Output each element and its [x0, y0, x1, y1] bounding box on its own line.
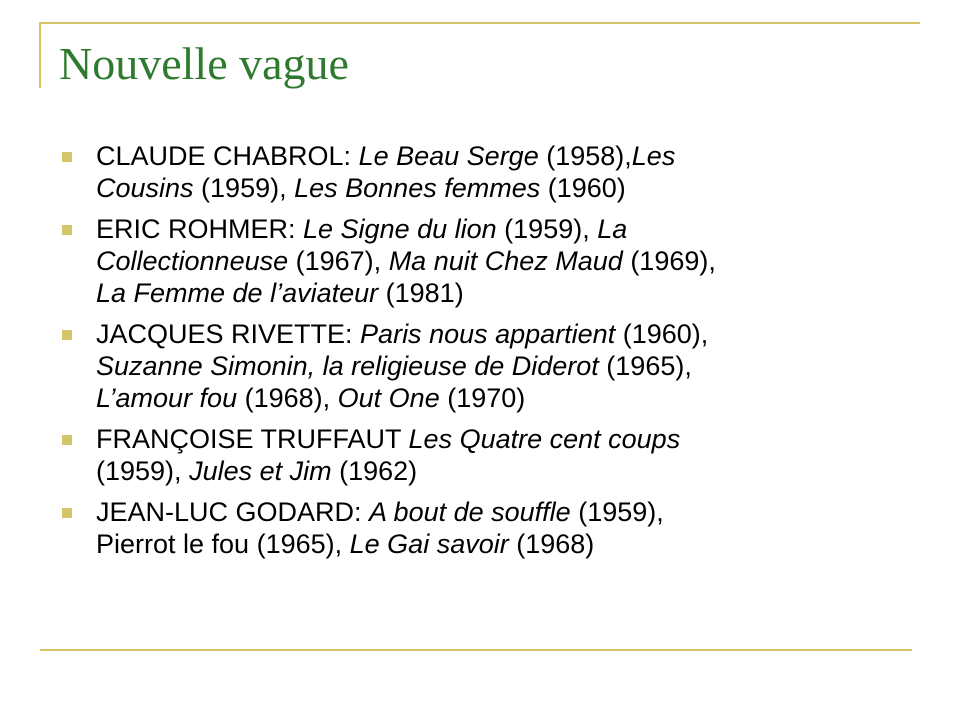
item-text: (1981)	[378, 278, 464, 308]
item-text: (1968),	[237, 383, 338, 413]
film-title-text: Les	[631, 141, 676, 171]
film-title-text: La Femme de l’aviateur	[96, 278, 379, 308]
square-bullet-icon	[62, 152, 72, 162]
item-text: (1965),	[598, 351, 692, 381]
square-bullet-icon	[62, 508, 72, 518]
film-title-text: A bout de souffle	[369, 497, 571, 527]
film-title-text: Les Bonnes femmes	[294, 173, 541, 203]
item-text: (1959),	[193, 173, 295, 203]
item-text: (1962)	[331, 456, 418, 486]
bullet-item	[60, 496, 920, 560]
bullet-item	[60, 318, 920, 414]
film-title-text: Ma nuit Chez Maud	[388, 246, 623, 276]
item-text: (1960)	[540, 173, 626, 203]
slide-title: Nouvelle vague	[59, 38, 349, 89]
square-bullet-icon	[62, 225, 72, 235]
film-title-text: La	[597, 214, 628, 244]
item-text: (1969),	[622, 246, 716, 276]
item-text: (1967),	[288, 246, 389, 276]
item-text: CLAUDE CHABROL:	[96, 141, 359, 171]
item-text: FRANÇOISE TRUFFAUT	[96, 424, 409, 454]
item-text: (1970)	[439, 383, 526, 413]
bottom-rule	[40, 649, 912, 651]
top-rule	[40, 22, 920, 24]
film-title-text: Le Gai savoir	[349, 529, 509, 559]
film-title-text: Paris nous appartient	[360, 319, 616, 349]
film-title-text: Jules et Jim	[189, 456, 332, 486]
left-rule	[39, 22, 41, 88]
item-text: (1968)	[508, 529, 595, 559]
film-title-text: Les Quatre cent coups	[408, 424, 681, 454]
item-text: JACQUES RIVETTE:	[96, 319, 361, 349]
film-title-text: Out One	[337, 383, 440, 413]
bullet-item	[60, 213, 920, 309]
item-text: ERIC ROHMER:	[96, 214, 304, 244]
film-title-text: Collectionneuse	[96, 246, 289, 276]
item-text: (1959),	[570, 497, 664, 527]
item-text: (1958),	[538, 141, 632, 171]
film-title-text: Suzanne Simonin, la religieuse de Diderot	[96, 351, 599, 381]
film-title-text: Cousins	[96, 173, 194, 203]
item-text: (1960),	[615, 319, 709, 349]
item-text: (1959),	[96, 456, 190, 486]
film-title-text: Le Signe du lion	[303, 214, 497, 244]
bullet-list	[60, 140, 920, 569]
square-bullet-icon	[62, 435, 72, 445]
item-text: (1959),	[496, 214, 598, 244]
item-text: JEAN-LUC GODARD:	[96, 497, 370, 527]
film-title-text: Le Beau Serge	[358, 141, 539, 171]
film-title-text: L’amour fou	[96, 383, 238, 413]
bullet-item	[60, 140, 920, 204]
bullet-item	[60, 423, 920, 487]
item-text: Pierrot le fou (1965),	[96, 529, 350, 559]
square-bullet-icon	[62, 330, 72, 340]
